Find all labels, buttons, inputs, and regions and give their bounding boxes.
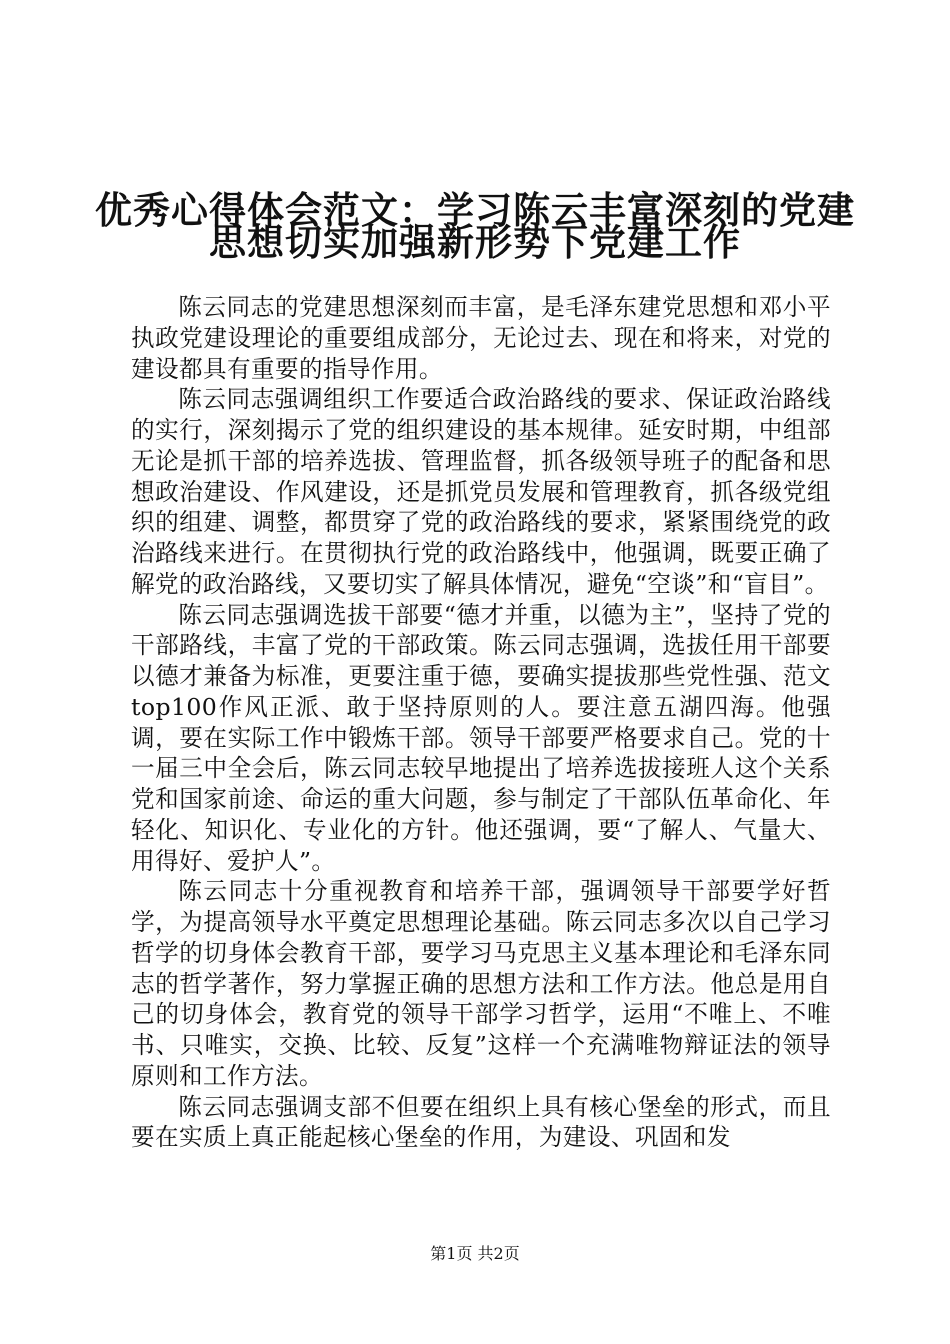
document-body xyxy=(131,292,831,1153)
paragraph-4: 陈云同志十分重视教育和培养干部，强调领导干部要学好哲学，为提高领导水平奠定思想理论基础。陈云同志多次以自己学习哲学的切身体会教育干部，要学习马克思主义基本理论和毛泽东同志的哲学著作，努力掌握正确的思想方法和工作方法。他总是用自己的切身体会，教育党的领导干部学习哲学，运用“不唯上、不唯书、只唯实，交换、比较、反复”这样一个充满唯物辩证法的领导原则和工作方法。 xyxy=(131,877,831,1090)
paragraph-5: 陈云同志强调支部不但要在组织上具有核心堡垒的形式，而且要在实质上真正能起核心堡垒的作用，为建设、巩固和发 xyxy=(131,1092,831,1152)
document-title-line-1: 优秀心得体会范文：学习陈云丰富深刻的党建 xyxy=(95,188,855,232)
paragraph-2: 陈云同志强调组织工作要适合政治路线的要求、保证政治路线的实行，深刻揭示了党的组织建设的基本规律。延安时期，中组部无论是抓干部的培养选拔、管理监督，抓各级领导班子的配备和思想政治建设、作风建设，还是抓党员发展和管理教育，抓各级党组织的组建、调整，都贯穿了党的政治路线的要求，紧紧围绕党的政治路线来进行。在贯彻执行党的政治路线中，他强调，既要正确了解党的政治路线，又要切实了解具体情况，避免“空谈”和“盲目”。 xyxy=(131,385,831,598)
document-title-line-2: 思想切实加强新形势下党建工作 xyxy=(209,220,741,264)
paragraph-3: 陈云同志强调选拔干部要“德才并重，以德为主”，坚持了党的干部路线，丰富了党的干部政策。陈云同志强调，选拔任用干部要以德才兼备为标准，更要注重于德，要确实提拔那些党性强、范文top100作风正派、敢于坚持原则的人。要注意五湖四海。他强调，要在实际工作中锻炼干部。领导干部要严格要求自己。党的十一届三中全会后，陈云同志较早地提出了培养选拔接班人这个关系党和国家前途、命运的重大问题，参与制定了干部队伍革命化、年轻化、知识化、专业化的方针。他还强调，要“了解人、气量大、用得好、爱护人”。 xyxy=(131,600,831,875)
page-footer: 第1页 共2页 xyxy=(430,1244,520,1263)
paragraph-1: 陈云同志的党建思想深刻而丰富，是毛泽东建党思想和邓小平执政党建设理论的重要组成部分，无论过去、现在和将来，对党的建设都具有重要的指导作用。 xyxy=(131,293,831,383)
